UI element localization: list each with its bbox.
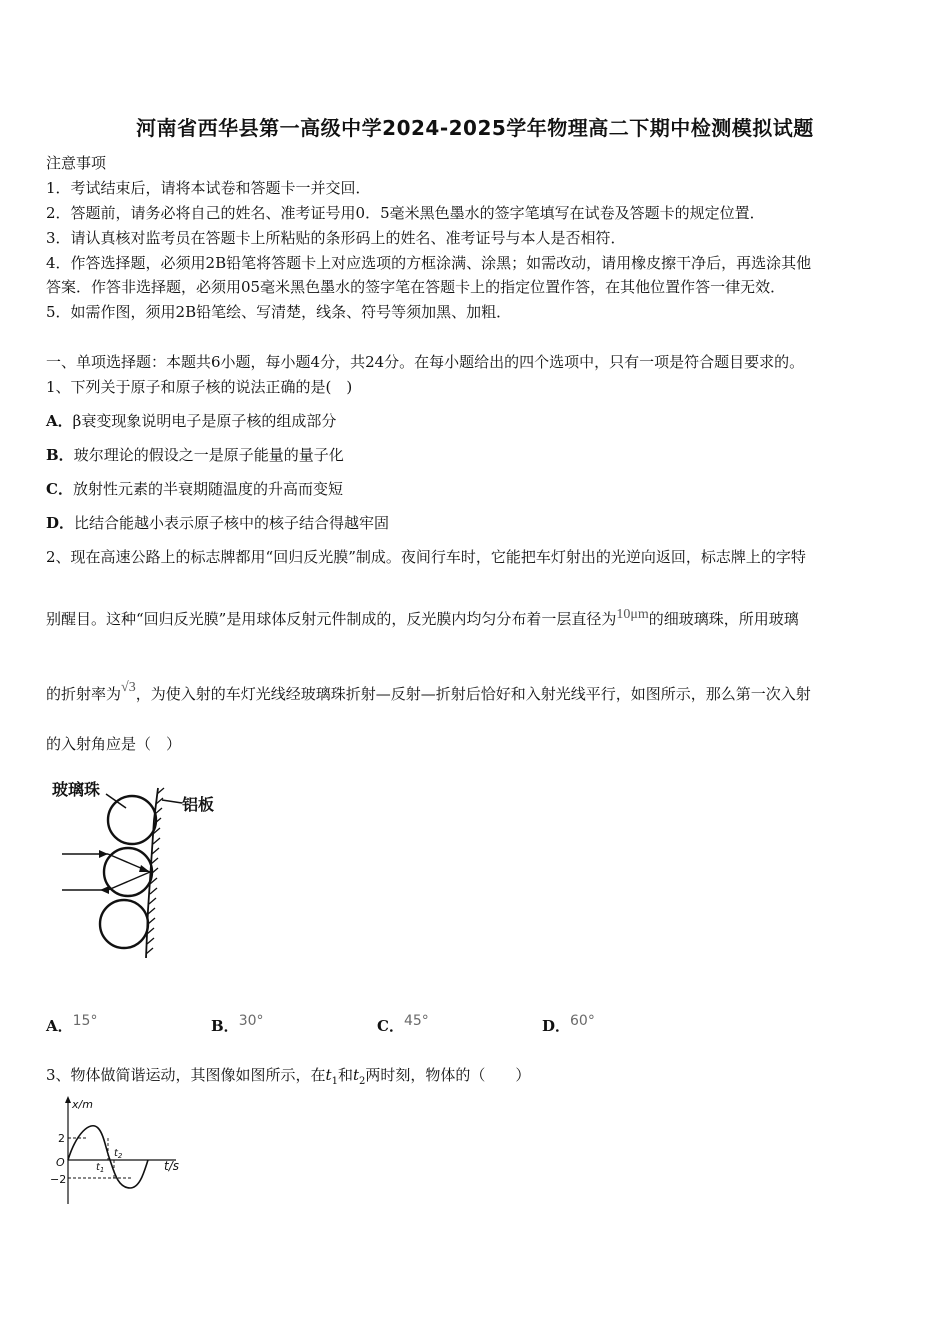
- refractive-index-value: √3: [121, 680, 136, 695]
- option-label: B．: [46, 446, 74, 464]
- option-value: 30°: [238, 1013, 264, 1029]
- shm-graph: [46, 1094, 206, 1210]
- t2-symbol: t: [352, 1066, 359, 1084]
- incident-ray-arrow: [99, 850, 108, 858]
- x-axis-label: t/s: [164, 1159, 179, 1173]
- notice-item-4: 4．作答选择题，必须用2B铅笔将答题卡上对应选项的方框涂满、涂黑；如需改动，请用橡皮擦干净后，再选涂其他: [46, 254, 812, 272]
- origin-label: O: [56, 1156, 65, 1169]
- option-label: A．: [46, 1017, 73, 1035]
- q3-text: 两时刻，物体的（ ）: [365, 1066, 531, 1084]
- emergent-ray-arrow: [100, 886, 109, 894]
- y-tick-positive: 2: [58, 1132, 65, 1145]
- option-label: D．: [46, 514, 75, 532]
- q2-option-b: [211, 1015, 264, 1036]
- q2-line-1: 2、现在高速公路上的标志牌都用“回归反光膜”制成。夜间行车时，它能把车灯射出的光逆向返回，标志牌上的字特: [46, 548, 806, 566]
- option-text: 玻尔理论的假设之一是原子能量的量子化: [73, 446, 344, 464]
- q2-line-4: 的入射角应是（ ）: [46, 735, 182, 753]
- q1-option-a: [46, 410, 336, 431]
- t1-symbol: t: [325, 1066, 332, 1084]
- bead-label: 玻璃珠: [52, 780, 101, 799]
- q1-option-b: [46, 444, 344, 465]
- option-label: C．: [46, 480, 73, 498]
- option-text: 比结合能越小表示原子核中的核子结合得越牢固: [74, 514, 390, 532]
- notice-item-1: 1．考试结束后，请将本试卷和答题卡一并交回．: [46, 179, 371, 197]
- notice-item-4-cont: 答案．作答非选择题，必须用05毫米黑色墨水的签字笔在答题卡上的指定位置作答，在其他位置作答一律无效．: [46, 278, 786, 296]
- notice-heading: 注意事项: [46, 154, 107, 172]
- t1-subscript: 1: [331, 1076, 338, 1087]
- q3-stem: [46, 1064, 530, 1087]
- page-title: 河南省西华县第一高级中学2024-2025学年物理高二下期中检测模拟试题: [136, 116, 814, 140]
- plate-leader-line: [162, 800, 182, 803]
- t2-subscript: 2: [359, 1076, 366, 1087]
- displacement-curve: [68, 1126, 148, 1188]
- q1-stem: 1、下列关于原子和原子核的说法正确的是( ): [46, 378, 353, 396]
- section-heading: 一、单项选择题：本题共6小题，每小题4分，共24分。在每小题给出的四个选项中，只有一项是符合题目要求的。: [46, 353, 805, 371]
- q2-text: 的折射率为: [46, 685, 122, 703]
- option-value: 45°: [403, 1013, 429, 1029]
- diameter-value: 10μm: [616, 607, 649, 622]
- q2-option-d: [542, 1015, 595, 1036]
- option-text: β衰变现象说明电子是原子核的组成部分: [72, 412, 337, 430]
- option-value: 15°: [72, 1013, 98, 1029]
- q1-option-c: [46, 478, 343, 499]
- q3-text: 和: [337, 1066, 353, 1084]
- q2-line-2: [46, 608, 799, 629]
- t2-axis-label: $t_2$: [114, 1148, 123, 1160]
- notice-item-2: 2．答题前，请务必将自己的姓名、准考证号用0．5毫米黑色墨水的签字笔填写在试卷及答题卡的规定位置．: [46, 204, 765, 222]
- retroreflector-figure: [46, 770, 246, 966]
- q1-option-d: [46, 512, 389, 533]
- q2-line-3: [46, 680, 811, 704]
- q2-text: 别醒目。这种“回归反光膜”是用球体反射元件制成的，反光膜内均匀分布着一层直径为: [46, 610, 617, 628]
- notice-item-3: 3．请认真核对监考员在答题卡上所粘贴的条形码上的姓名、准考证号与本人是否相符．: [46, 229, 626, 247]
- plate-label: 铝板: [182, 795, 215, 814]
- y-axis-arrow: [65, 1096, 71, 1103]
- glass-bead-bottom: [100, 900, 148, 948]
- y-axis-label: x/m: [72, 1098, 93, 1111]
- option-label: B．: [211, 1017, 239, 1035]
- refracted-ray-arrow: [139, 865, 150, 872]
- q2-text: ，为使入射的车灯光线经玻璃珠折射—反射—折射后恰好和入射光线平行，如图所示，那么第一次入射: [135, 685, 811, 703]
- glass-bead-top: [108, 796, 156, 844]
- y-tick-negative: −2: [50, 1173, 67, 1186]
- option-label: C．: [377, 1017, 404, 1035]
- q3-text: 3、物体做简谐运动，其图像如图所示，在: [46, 1066, 326, 1084]
- option-label: A．: [46, 412, 73, 430]
- notice-item-5: 5．如需作图，须用2B铅笔绘、写清楚，线条、符号等须加黑、加粗．: [46, 303, 512, 321]
- option-value: 60°: [570, 1013, 595, 1029]
- q2-option-c: [377, 1015, 429, 1036]
- q2-text: 的细玻璃珠，所用玻璃: [648, 610, 799, 628]
- option-text: 放射性元素的半衰期随温度的升高而变短: [72, 480, 343, 498]
- q2-option-a: [46, 1015, 97, 1036]
- reflected-ray: [108, 872, 150, 890]
- t1-axis-label: $t_1$: [96, 1162, 105, 1174]
- option-label: D．: [542, 1017, 571, 1035]
